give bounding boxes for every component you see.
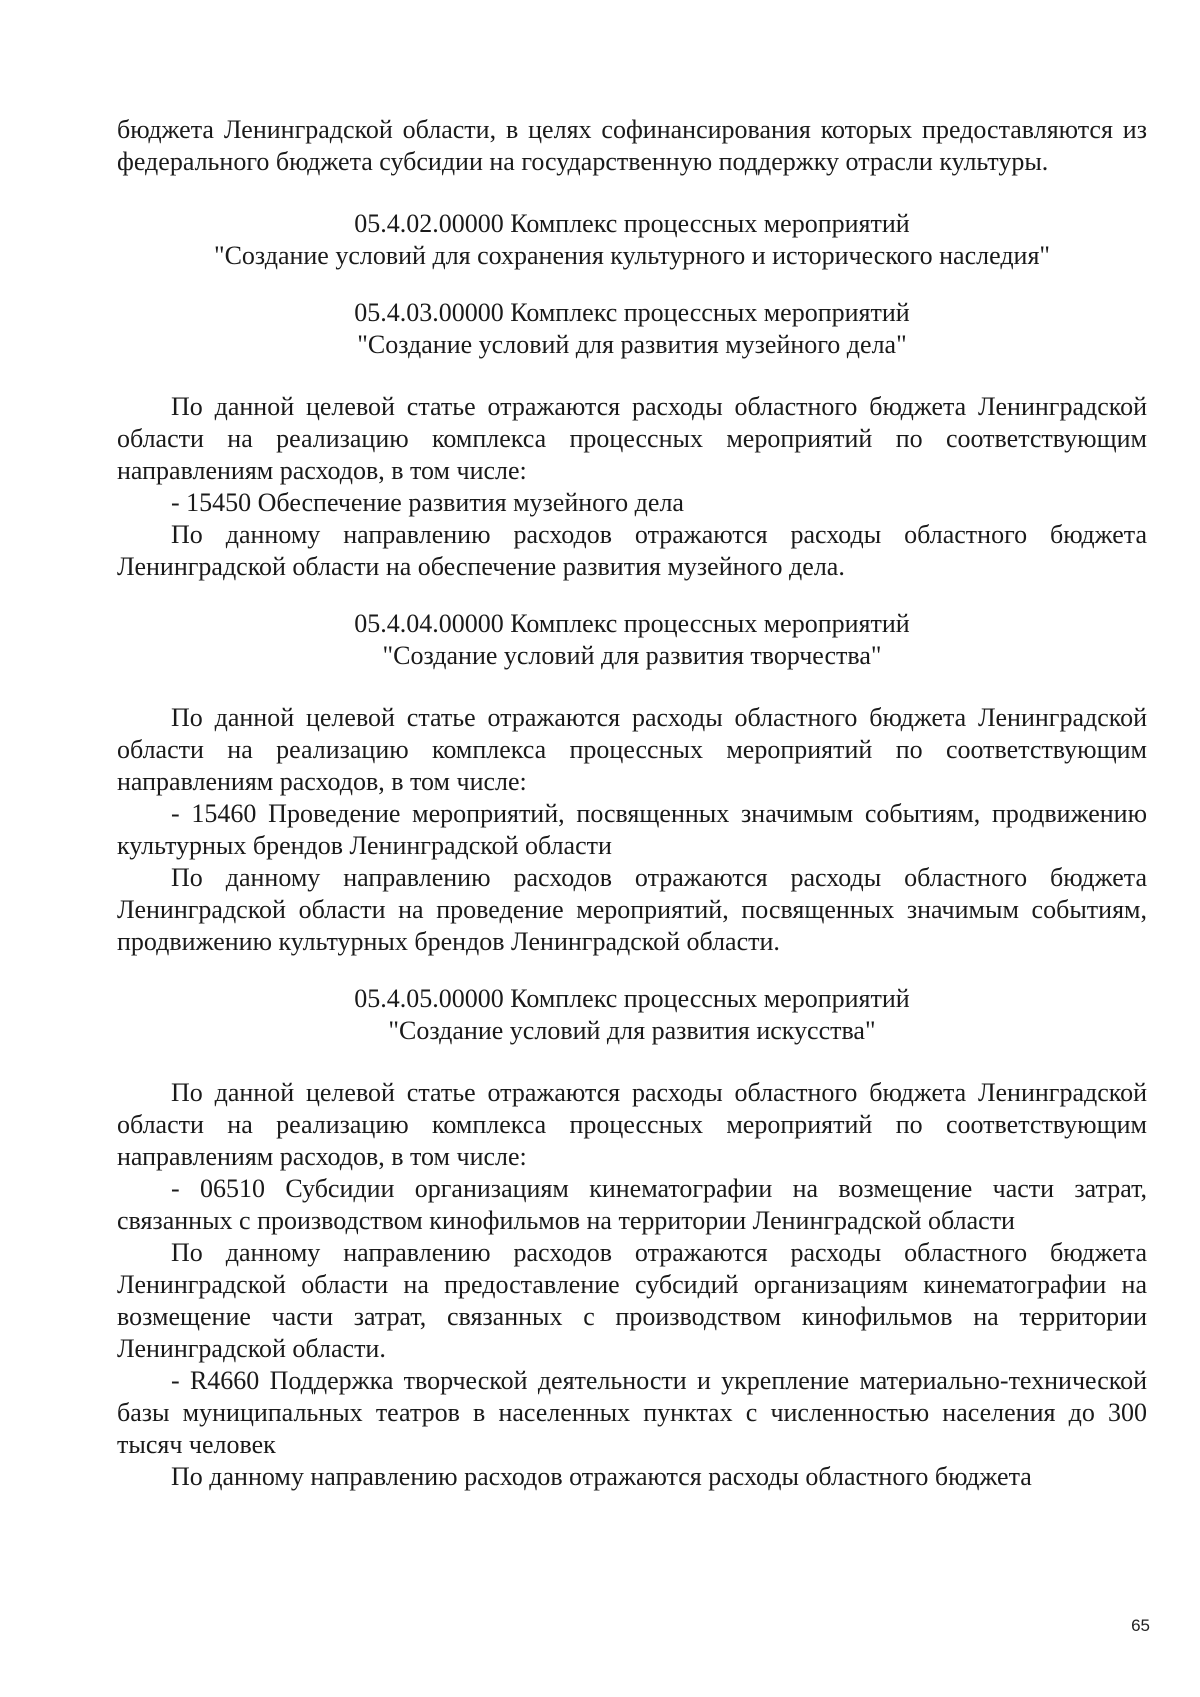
section-heading-title: "Создание условий для сохранения культурного и исторического наследия" xyxy=(213,241,1051,270)
expense-description: По данному направлению расходов отражаются расходы областного бюджета xyxy=(171,1462,1032,1491)
spacer xyxy=(117,272,1147,297)
section-heading-05-4-02 xyxy=(117,208,1147,272)
section-heading-code: 05.4.04.00000 Комплекс процессных мероприятий xyxy=(354,609,910,638)
section-intro-paragraph: По данной целевой статье отражаются расходы областного бюджета Ленинградской области на реализацию комплекса процессных мероприятий по соответствующим направлениям расходов, в том числе: xyxy=(117,392,1147,485)
spacer xyxy=(117,583,1147,608)
spacer xyxy=(117,672,1147,702)
section-heading-title: "Создание условий для развития искусства" xyxy=(388,1016,876,1045)
section-intro-paragraph: По данной целевой статье отражаются расходы областного бюджета Ленинградской области на реализацию комплекса процессных мероприятий по соответствующим направлениям расходов, в том числе: xyxy=(117,703,1147,796)
expense-description: По данному направлению расходов отражаются расходы областного бюджета Ленинградской области на проведение мероприятий, посвященных значимым событиям, продвижению культурных брендов Ленинградской области. xyxy=(117,863,1147,956)
expense-code-line: - 15450 Обеспечение развития музейного дела xyxy=(171,488,684,517)
section-heading-05-4-05 xyxy=(117,983,1147,1047)
expense-description: По данному направлению расходов отражаются расходы областного бюджета Ленинградской области на предоставление субсидий организациям кинематографии на возмещение части затрат, связанных с производством кинофильмов на территории Ленинградской области. xyxy=(117,1238,1147,1363)
expense-description: По данному направлению расходов отражаются расходы областного бюджета Ленинградской области на обеспечение развития музейного дела. xyxy=(117,520,1147,581)
expense-code-line: - R4660 Поддержка творческой деятельности и укрепление материально-технической базы муниципальных театров в населенных пунктах с численностью населения до 300 тысяч человек xyxy=(117,1366,1147,1459)
spacer xyxy=(117,958,1147,983)
spacer xyxy=(117,361,1147,391)
section-heading-05-4-03 xyxy=(117,297,1147,361)
expense-code-line: - 15460 Проведение мероприятий, посвященных значимым событиям, продвижению культурных брендов Ленинградской области xyxy=(117,799,1147,860)
spacer xyxy=(117,1047,1147,1077)
spacer xyxy=(117,178,1147,208)
section-heading-title: "Создание условий для развития музейного дела" xyxy=(357,330,907,359)
intro-paragraph: бюджета Ленинградской области, в целях софинансирования которых предоставляются из федерального бюджета субсидии на государственную поддержку отрасли культуры. xyxy=(117,115,1147,176)
section-heading-code: 05.4.02.00000 Комплекс процессных мероприятий xyxy=(354,209,910,238)
section-heading-05-4-04 xyxy=(117,608,1147,672)
expense-code-line: - 06510 Субсидии организациям кинематографии на возмещение части затрат, связанных с производством кинофильмов на территории Ленинградской области xyxy=(117,1174,1147,1235)
document-page xyxy=(117,114,1147,1614)
section-heading-code: 05.4.03.00000 Комплекс процессных мероприятий xyxy=(354,298,910,327)
section-heading-code: 05.4.05.00000 Комплекс процессных мероприятий xyxy=(354,984,910,1013)
section-heading-title: "Создание условий для развития творчества" xyxy=(382,641,882,670)
page-number: 65 xyxy=(1131,1616,1150,1635)
section-intro-paragraph: По данной целевой статье отражаются расходы областного бюджета Ленинградской области на реализацию комплекса процессных мероприятий по соответствующим направлениям расходов, в том числе: xyxy=(117,1078,1147,1171)
